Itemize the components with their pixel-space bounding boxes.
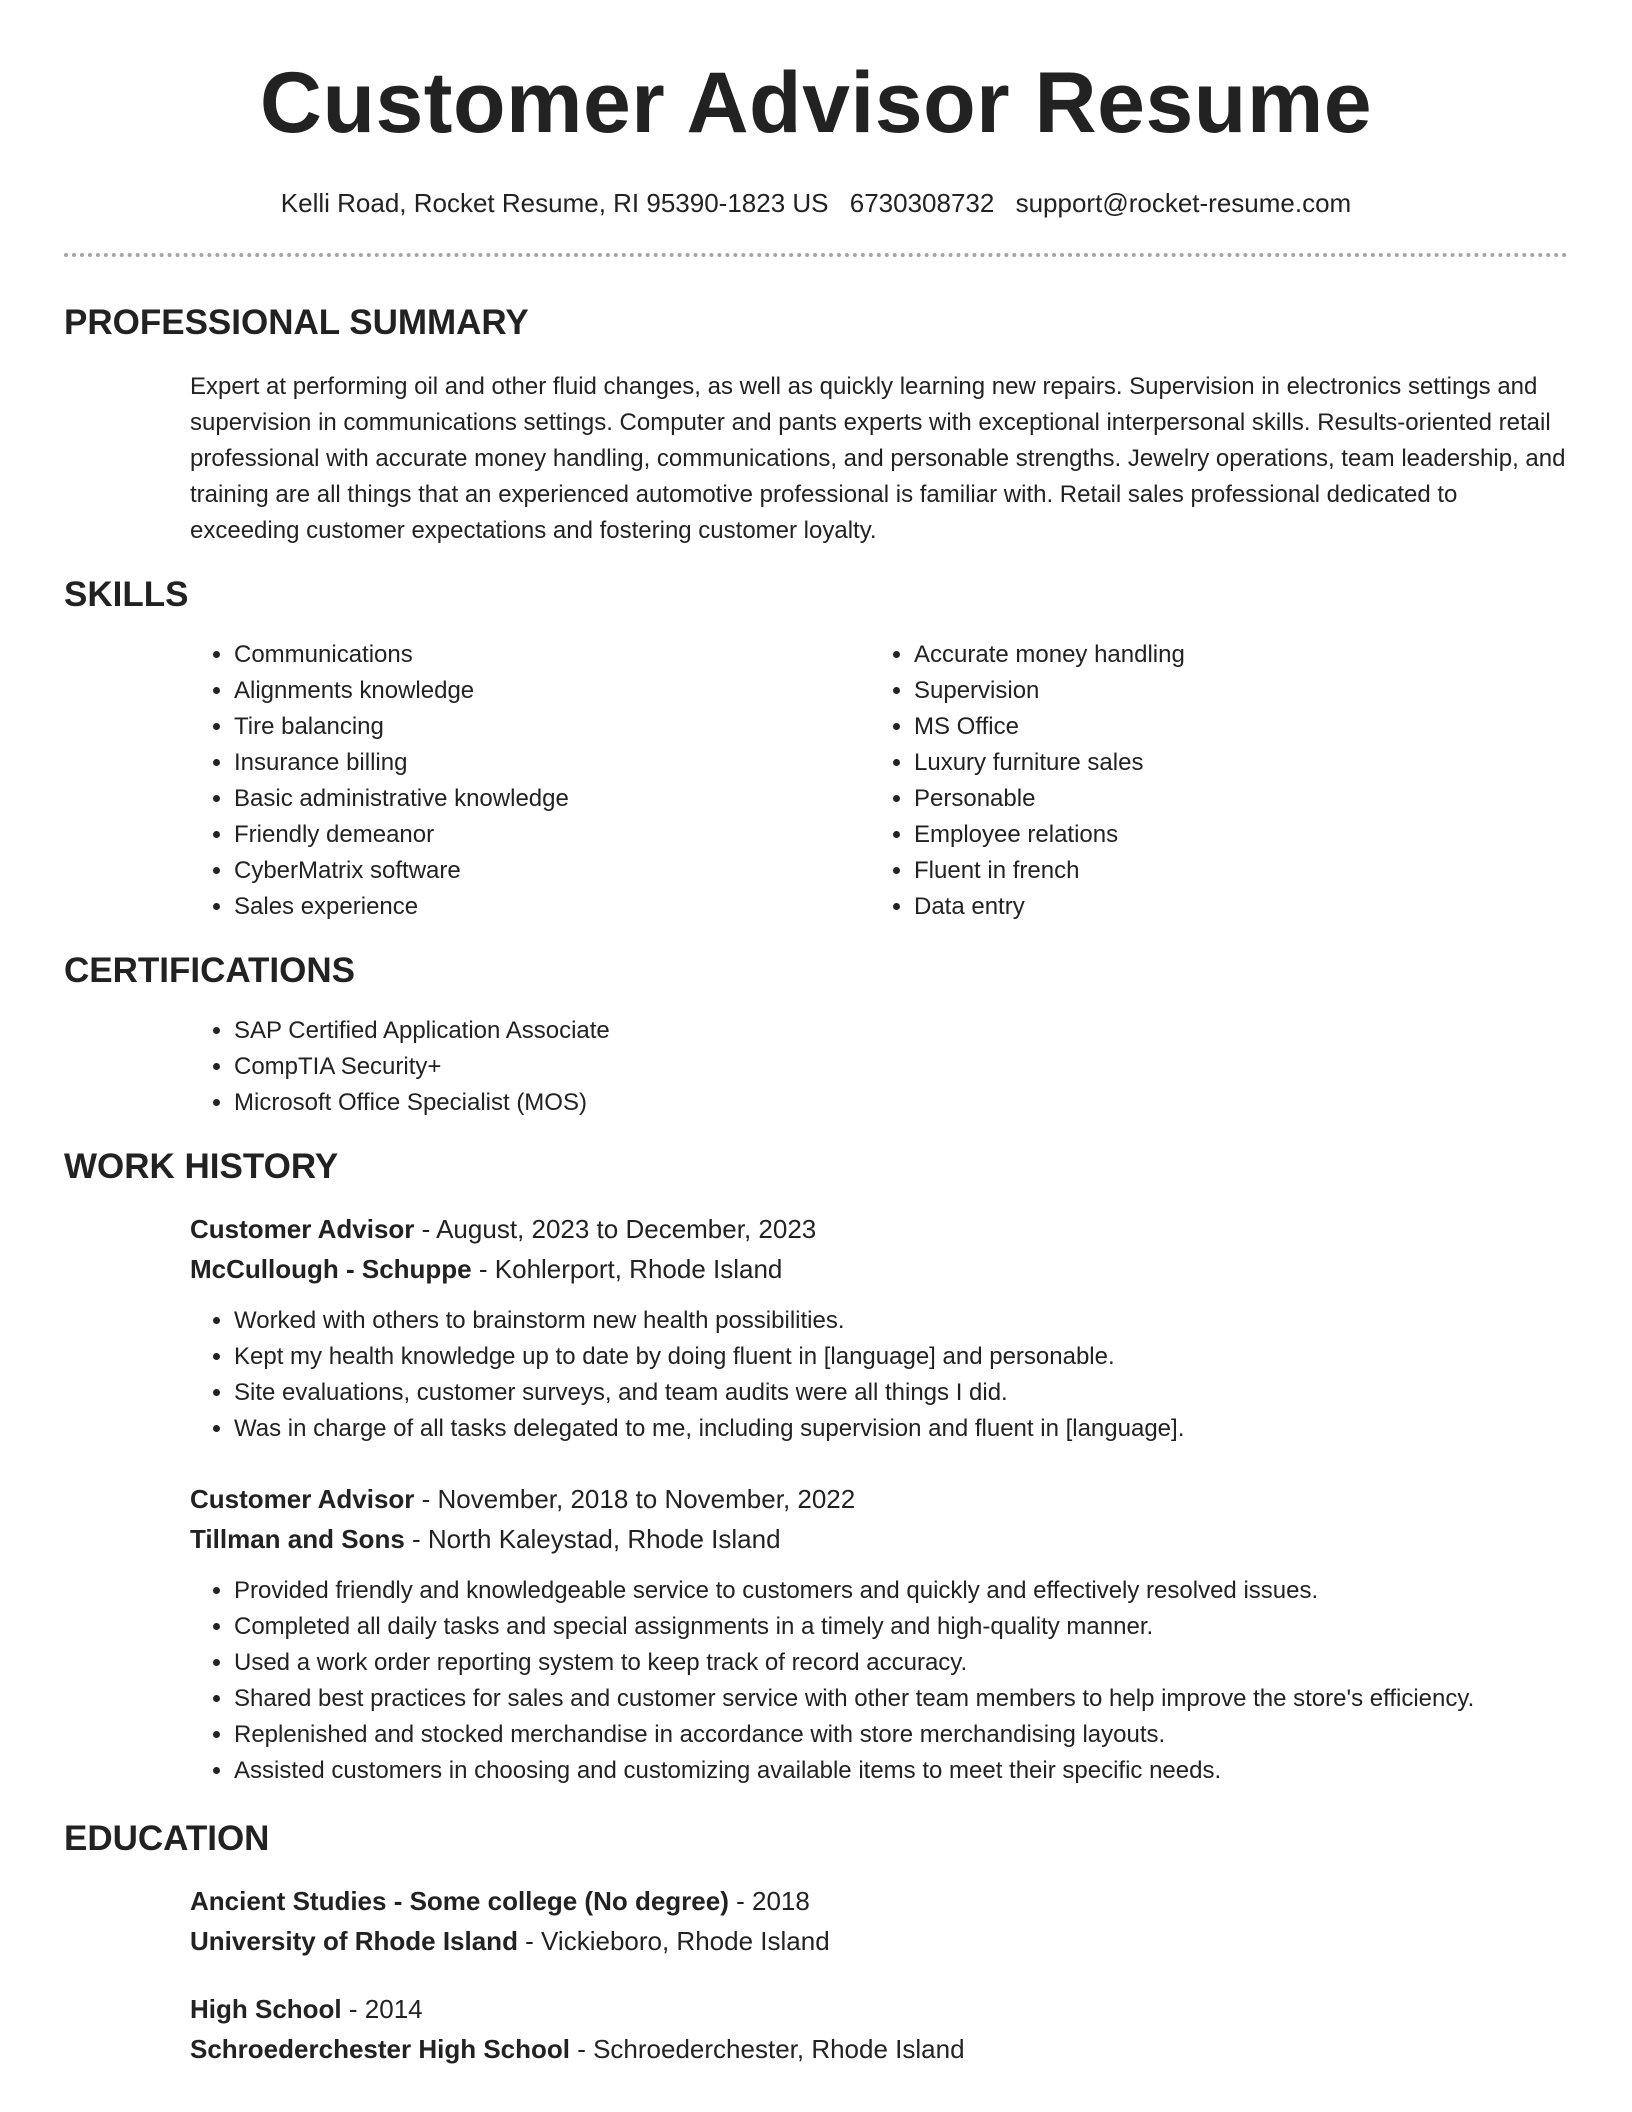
job-entry: [190, 1209, 1568, 1447]
skill-item: • MS Office: [914, 709, 1550, 745]
contact-line: [64, 188, 1568, 219]
skills-column-right: [870, 637, 1550, 925]
education-year: - 2018: [728, 1886, 810, 1916]
education-school: University of Rhode Island: [190, 1926, 518, 1956]
skills-list-right: [870, 637, 1550, 925]
skills-grid: [190, 637, 1568, 925]
job-duty: • Provided friendly and knowledgeable service to customers and quickly and effectively resolved issues.: [234, 1573, 1568, 1609]
skill-item: • Alignments knowledge: [234, 673, 870, 709]
job-company: Tillman and Sons: [190, 1524, 405, 1554]
job-title-line: [190, 1479, 1568, 1519]
certification-item: • Microsoft Office Specialist (MOS): [234, 1085, 1568, 1121]
education-body: [190, 1881, 1568, 2069]
skills-section: [64, 575, 1568, 925]
job-duty: • Used a work order reporting system to keep track of record accuracy.: [234, 1645, 1568, 1681]
summary-heading: PROFESSIONAL SUMMARY: [64, 303, 529, 342]
skill-item: • Friendly demeanor: [234, 817, 870, 853]
skill-item: • Personable: [914, 781, 1550, 817]
skills-heading: SKILLS: [64, 575, 189, 614]
education-year: - 2014: [341, 1994, 423, 2024]
education-degree: High School: [190, 1994, 342, 2024]
skills-column-left: [190, 637, 870, 925]
certification-item: • SAP Certified Application Associate: [234, 1013, 1568, 1049]
job-duty: • Site evaluations, customer surveys, and team audits were all things I did.: [234, 1375, 1568, 1411]
job-dates: - August, 2023 to December, 2023: [414, 1214, 817, 1244]
education-degree-line: [190, 1881, 1568, 1921]
skill-item: • Communications: [234, 637, 870, 673]
work-history-section: [64, 1147, 1568, 1789]
education-heading: EDUCATION: [64, 1819, 270, 1858]
certifications-body: [190, 1013, 1568, 1121]
education-school-line: [190, 1921, 1568, 1961]
skill-item: • Data entry: [914, 889, 1550, 925]
work-history-heading: WORK HISTORY: [64, 1147, 339, 1186]
summary-body: [190, 369, 1568, 549]
education-location: - Schroederchester, Rhode Island: [569, 2034, 965, 2064]
education-degree: Ancient Studies - Some college (No degree): [190, 1886, 729, 1916]
job-duties-list: [190, 1303, 1568, 1447]
job-location: - North Kaleystad, Rhode Island: [404, 1524, 781, 1554]
job-duty: • Was in charge of all tasks delegated to me, including supervision and fluent in [language].: [234, 1411, 1568, 1447]
skill-item: • Sales experience: [234, 889, 870, 925]
job-duty: • Completed all daily tasks and special assignments in a timely and high-quality manner.: [234, 1609, 1568, 1645]
work-history-body: [190, 1209, 1568, 1789]
job-entry: [190, 1479, 1568, 1789]
job-role: Customer Advisor: [190, 1484, 415, 1514]
resume-title: Customer Advisor Resume: [259, 55, 1373, 151]
education-school: Schroederchester High School: [190, 2034, 570, 2064]
contact-phone: 6730308732: [849, 188, 995, 218]
contact-email: support@rocket-resume.com: [1015, 188, 1352, 218]
job-duty: • Worked with others to brainstorm new health possibilities.: [234, 1303, 1568, 1339]
skill-item: • Supervision: [914, 673, 1550, 709]
summary-text: Expert at performing oil and other fluid changes, as well as quickly learning new repairs. Supervision in electronics settings and supervision in communications settings. Computer and pants experts with exceptional interpersonal skills. Results-oriented retail professional with accurate money handling, communications, and personable strengths. Jewelry operations, team leadership, and training are all things that an experienced automotive professional is familiar with. Retail sales professional dedicated to exceeding customer expectations and fostering customer loyalty.: [190, 373, 1566, 544]
certifications-section: [64, 951, 1568, 1121]
job-location: - Kohlerport, Rhode Island: [471, 1254, 783, 1284]
job-dates: - November, 2018 to November, 2022: [414, 1484, 856, 1514]
skill-item: • Fluent in french: [914, 853, 1550, 889]
skill-item: • CyberMatrix software: [234, 853, 870, 889]
skills-list-left: [190, 637, 870, 925]
job-company-line: [190, 1519, 1568, 1559]
education-entry: [190, 1881, 1568, 1961]
job-duty: • Assisted customers in choosing and customizing available items to meet their specific needs.: [234, 1753, 1568, 1789]
education-degree-line: [190, 1989, 1568, 2029]
education-school-line: [190, 2029, 1568, 2069]
skill-item: • Tire balancing: [234, 709, 870, 745]
job-duties-list: [190, 1573, 1568, 1789]
job-role: Customer Advisor: [190, 1214, 415, 1244]
header-divider: [64, 253, 1568, 257]
certifications-heading: CERTIFICATIONS: [64, 951, 356, 990]
skill-item: • Employee relations: [914, 817, 1550, 853]
certification-item: • CompTIA Security+: [234, 1049, 1568, 1085]
job-duty: • Replenished and stocked merchandise in accordance with store merchandising layouts.: [234, 1717, 1568, 1753]
job-duty: • Shared best practices for sales and customer service with other team members to help improve the store's efficiency.: [234, 1681, 1568, 1717]
certifications-list: [190, 1013, 1568, 1121]
contact-address: Kelli Road, Rocket Resume, RI 95390-1823 US: [280, 188, 829, 218]
skill-item: • Insurance billing: [234, 745, 870, 781]
job-company-line: [190, 1249, 1568, 1289]
skill-item: • Basic administrative knowledge: [234, 781, 870, 817]
skill-item: • Accurate money handling: [914, 637, 1550, 673]
job-duty: • Kept my health knowledge up to date by doing fluent in [language] and personable.: [234, 1339, 1568, 1375]
education-section: [64, 1819, 1568, 2069]
skill-item: • Luxury furniture sales: [914, 745, 1550, 781]
job-company: McCullough - Schuppe: [190, 1254, 472, 1284]
education-location: - Vickieboro, Rhode Island: [517, 1926, 830, 1956]
education-entry: [190, 1989, 1568, 2069]
job-title-line: [190, 1209, 1568, 1249]
summary-section: [64, 303, 1568, 549]
